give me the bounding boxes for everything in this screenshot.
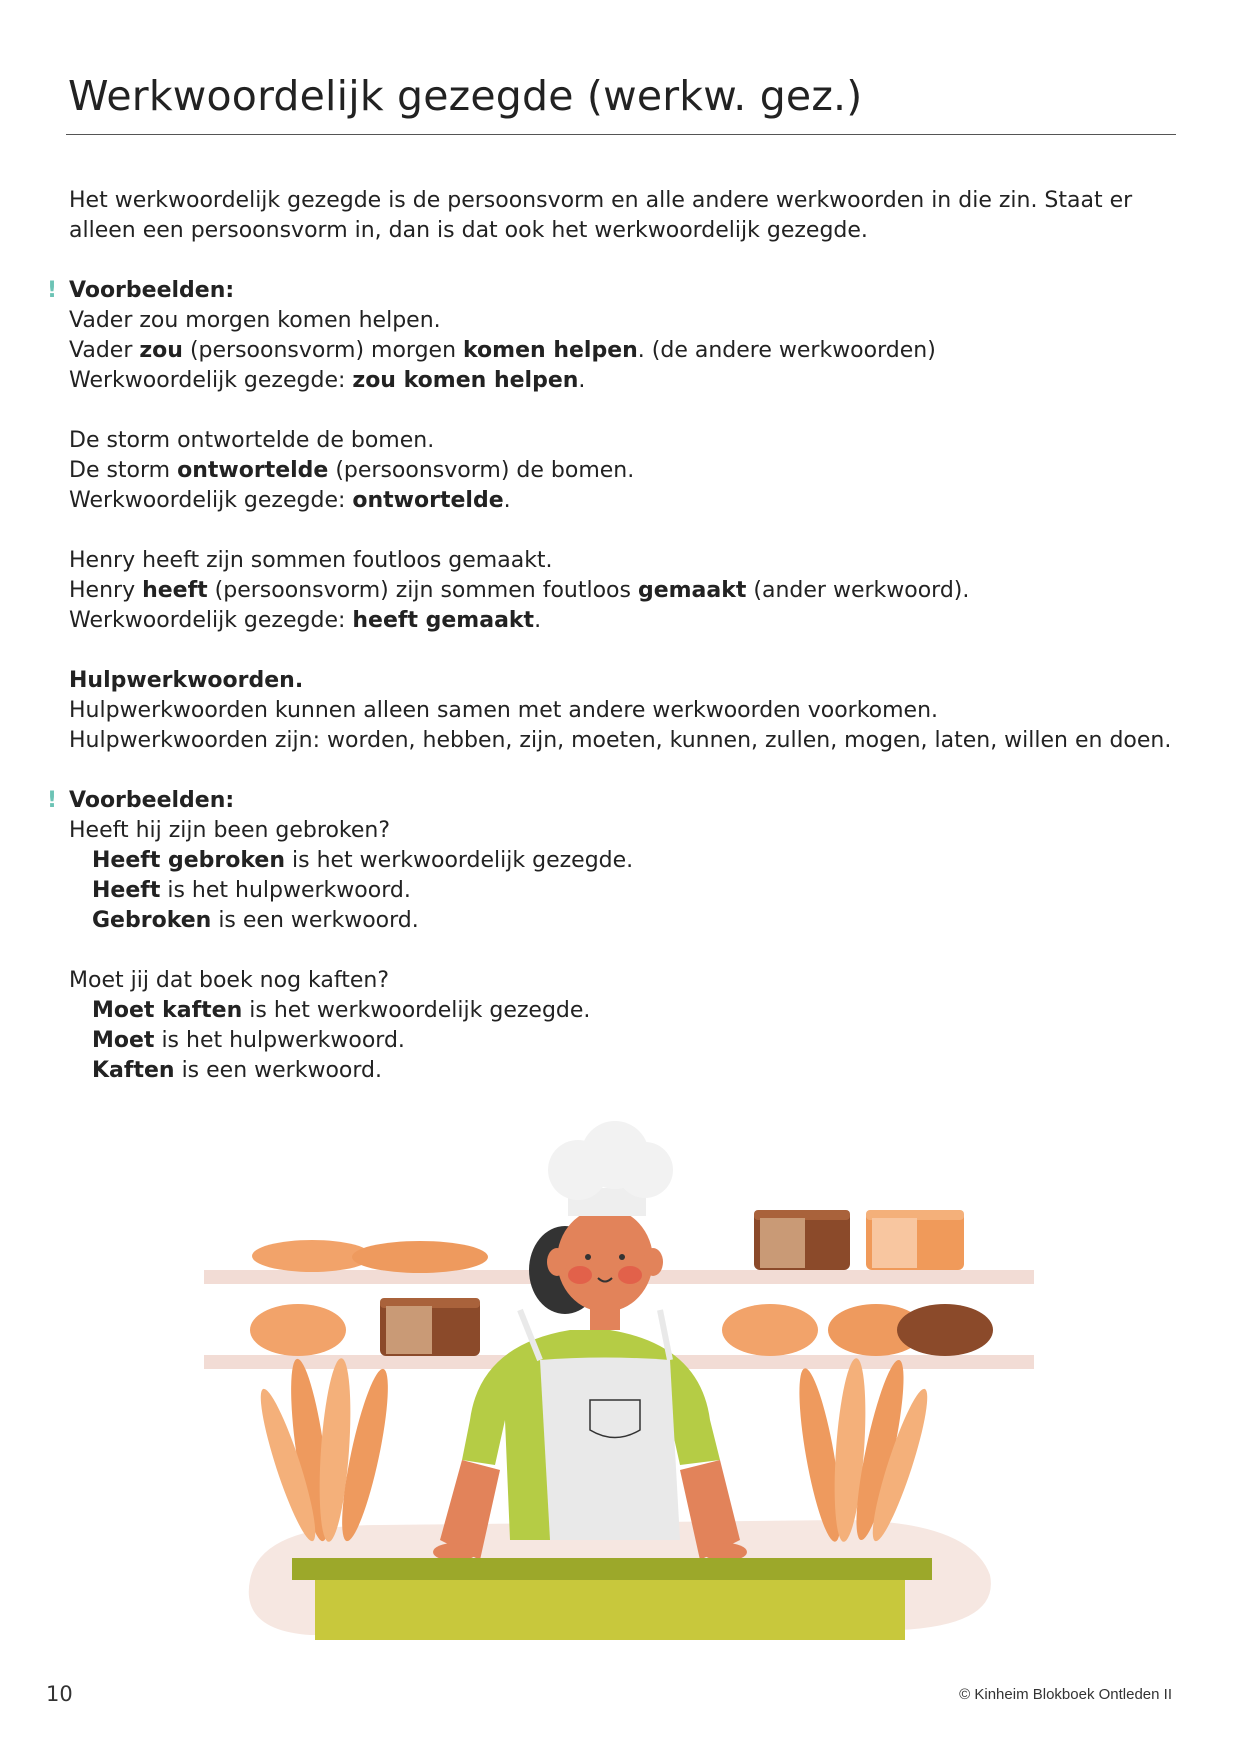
examples-heading-1: ! Voorbeelden: [69, 276, 1179, 306]
example-explanation: Moet kaften is het werkwoordelijk gezegde. [92, 998, 591, 1023]
example-explanation: Heeft is het hulpwerkwoord. [92, 878, 411, 903]
page-number: 10 [46, 1682, 73, 1706]
example-answer: Werkwoordelijk gezegde: zou komen helpen. [69, 368, 586, 393]
example-sentence: Vader zou morgen komen helpen. [69, 308, 441, 333]
baker-illustration [200, 1120, 1040, 1640]
exclamation-icon: ! [47, 788, 58, 813]
example-analysis: Vader zou (persoonsvorm) morgen komen helpen. (de andere werkwoorden) [69, 338, 936, 363]
example-answer: Werkwoordelijk gezegde: ontwortelde. [69, 488, 511, 513]
example-sentence: Henry heeft zijn sommen foutloos gemaakt. [69, 548, 553, 573]
example-analysis: Henry heeft (persoonsvorm) zijn sommen foutloos gemaakt (ander werkwoord). [69, 578, 970, 603]
helpers-line-2: Hulpwerkwoorden zijn: worden, hebben, zijn, moeten, kunnen, zullen, mogen, laten, willen en doen. [69, 728, 1172, 753]
intro-line-2: alleen een persoonsvorm in, dan is dat ook het werkwoordelijk gezegde. [69, 218, 868, 243]
example-question: Moet jij dat boek nog kaften? [69, 968, 390, 993]
intro-line-1: Het werkwoordelijk gezegde is de persoonsvorm en alle andere werkwoorden in die zin. Staat er [69, 188, 1133, 213]
title-divider [66, 134, 1176, 135]
example-question: Heeft hij zijn been gebroken? [69, 818, 391, 843]
helpers-heading: Hulpwerkwoorden. [69, 668, 304, 693]
example-explanation: Gebroken is een werkwoord. [92, 908, 419, 933]
page-title: Werkwoordelijk gezegde (werkw. gez.) [68, 72, 863, 120]
example-explanation: Heeft gebroken is het werkwoordelijk gezegde. [92, 848, 634, 873]
examples-heading-2: ! Voorbeelden: [69, 786, 1179, 816]
exclamation-icon: ! [47, 278, 58, 303]
example-answer: Werkwoordelijk gezegde: heeft gemaakt. [69, 608, 542, 633]
example-analysis: De storm ontwortelde (persoonsvorm) de bomen. [69, 458, 635, 483]
content [47, 186, 1179, 1086]
example-explanation: Moet is het hulpwerkwoord. [92, 1028, 405, 1053]
helpers-line-1: Hulpwerkwoorden kunnen alleen samen met andere werkwoorden voorkomen. [69, 698, 939, 723]
example-explanation: Kaften is een werkwoord. [92, 1058, 382, 1083]
example-sentence: De storm ontwortelde de bomen. [69, 428, 435, 453]
copyright-notice: © Kinheim Blokboek Ontleden II [959, 1686, 1172, 1703]
